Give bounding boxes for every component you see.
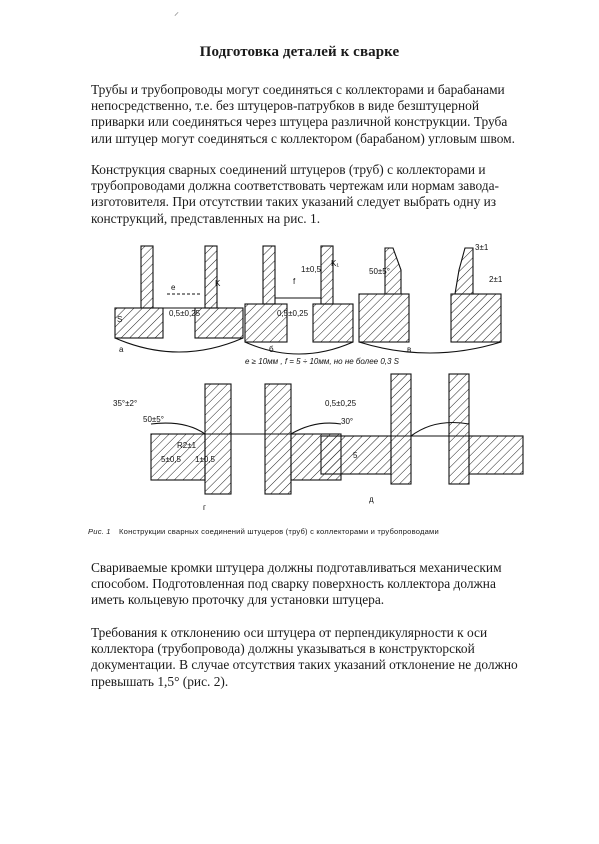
joint-d <box>321 374 523 484</box>
label-dim-50: 50±5° <box>369 267 390 276</box>
label-k: K <box>215 279 221 288</box>
figure-note: e ≥ 10мм , f = 5 ÷ 10мм, но не более 0,3 S <box>245 357 399 366</box>
label-b: б <box>269 345 274 354</box>
label-gap-a: 0,5±0,25 <box>169 309 201 318</box>
joint-a <box>115 246 243 352</box>
label-dim-50b: 50±5° <box>143 415 164 424</box>
label-dim-30: 30° <box>341 417 354 426</box>
label-v: в <box>407 345 412 354</box>
label-dim-5-05: 5±0,5 <box>161 455 181 464</box>
label-gap-b: 0,5±0,25 <box>277 309 309 318</box>
label-s: S <box>117 315 123 324</box>
label-d: д <box>369 495 374 504</box>
page-title: Подготовка деталей к сварке <box>199 44 400 60</box>
figure-caption <box>88 527 439 536</box>
label-dim-05-025: 0,5±0,25 <box>325 399 357 408</box>
label-dim-1-05: 1±0,5 <box>301 265 321 274</box>
joint-g <box>151 384 341 494</box>
label-dim-2-1: 2±1 <box>489 275 503 284</box>
figure-number: Рис. 1 <box>88 527 111 536</box>
label-a: а <box>119 345 124 354</box>
label-dim-r2: R2±1 <box>177 441 197 450</box>
scan-mark: ⸝ <box>174 7 179 18</box>
paragraph-edge-prep: Свариваемые кромки штуцера должны подготавливаться механическим способом. Подготовленная под сварку поверхность коллектора должна иметь кольцевую проточку для установки штуцера. <box>91 560 502 608</box>
paragraph-construction: Конструкция сварных соединений штуцеров (труб) с коллекторами и трубопроводами должна соответствовать чертежам или нормам завода-изготовителя. При отсутствии таких указаний следует выбрать одну из конструкций, представленных на рис. 1. <box>91 162 499 226</box>
label-k1: K₁ <box>331 259 340 268</box>
label-e: е <box>171 283 176 292</box>
paragraph-intro: Трубы и трубопроводы могут соединяться с коллекторами и барабанами непосредственно, т.е. без штуцеров-патрубков в виде безштуцерной приварки или соединяться через штуцера различной конструкции. Труба или штуцер могут соединяться с коллектором (барабаном) угловым швом. <box>91 82 515 146</box>
joint-v <box>359 248 501 353</box>
label-dim-3-1: 3±1 <box>475 243 489 252</box>
label-dim-1-05b: 1±0,5 <box>195 455 215 464</box>
label-dim-5: 5 <box>353 451 358 460</box>
figure-caption-text: Конструкции сварных соединений штуцеров (труб) с коллекторами и трубопроводами <box>119 527 439 536</box>
paragraph-axis-deviation: Требования к отклонению оси штуцера от перпендикулярности к оси коллектора (трубопровода) должны указываться в конструкторской документации. В случае отсутствия таких указаний отклонение не должно превышать 1,5° (рис. 2). <box>91 625 518 689</box>
figure-weld-joints <box>55 234 545 524</box>
label-f: f <box>293 277 296 286</box>
weld-joints-drawing <box>55 234 545 524</box>
label-g: г <box>203 503 206 512</box>
label-dim-35: 35°±2° <box>113 399 138 408</box>
